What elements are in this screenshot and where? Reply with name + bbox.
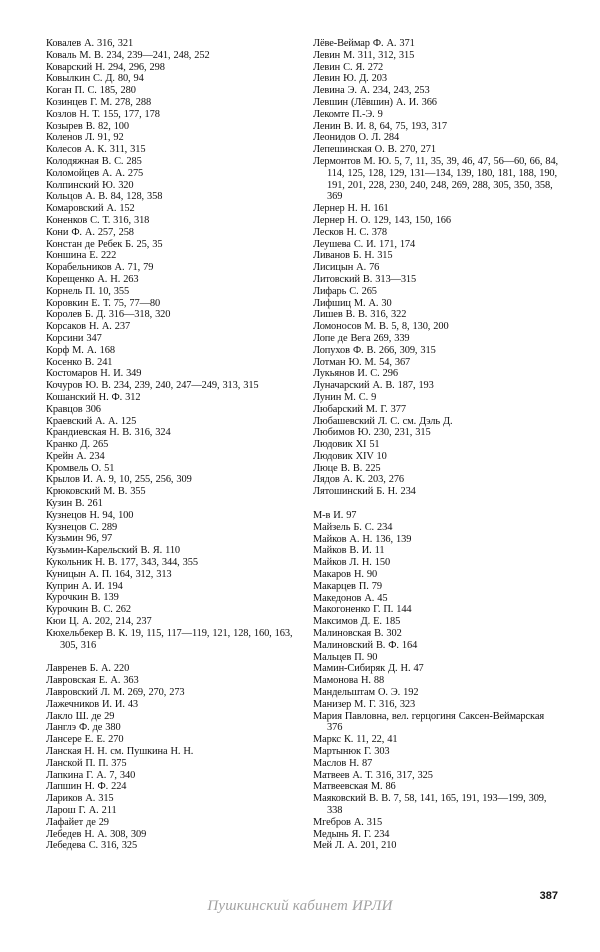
index-entry: Ливанов Б. Н. 315 [313, 250, 393, 262]
index-entry: Лапшин Н. Ф. 224 [46, 781, 127, 793]
index-entry: Лебедева С. 316, 325 [46, 840, 138, 852]
index-entry: Коровкин Е. Т. 75, 77—80 [46, 297, 161, 309]
index-entry: Корсини 347 [46, 332, 102, 344]
index-entry: Куницын А. П. 164, 312, 313 [46, 568, 172, 580]
index-entry: Левин М. 311, 312, 315 [313, 49, 415, 61]
index-entry: Ленин В. И. 8, 64, 75, 193, 317 [313, 120, 448, 132]
index-entry: Лядов А. К. 203, 276 [313, 474, 405, 486]
index-entry: Лариков А. 315 [46, 793, 114, 805]
index-entry: Ланская Н. Н. см. Пушкина Н. Н. [46, 746, 194, 758]
index-entry: Литовский В. 313—315 [313, 273, 417, 285]
index-entry: Макарцев П. 79 [313, 580, 382, 592]
index-entry: Лекомте П.-Э. 9 [313, 108, 383, 120]
index-entry: Лунин М. С. 9 [313, 391, 377, 403]
index-entry: Мария Павловна, вел. герцогиня Саксен-Веймарская 376 [313, 710, 545, 734]
index-entry: Людовик XIV 10 [313, 450, 387, 462]
index-entry: Кузьмин 96, 97 [46, 533, 113, 545]
index-entry: Макогоненко Г. П. 144 [313, 604, 412, 616]
index-entry: Мандельштам О. Э. 192 [313, 687, 419, 699]
index-entry: Левин Ю. Д. 203 [313, 73, 387, 85]
index-entry: Маркс К. 11, 22, 41 [313, 734, 398, 746]
index-entry: Ломоносов М. В. 5, 8, 130, 200 [313, 321, 449, 333]
index-entry: Лотман Ю. М. 54, 367 [313, 356, 411, 368]
index-entry: Кошанский Н. Ф. 312 [46, 391, 141, 403]
index-entry: Лакло Ш. де 29 [46, 710, 115, 722]
index-entry: Кузнецов С. 289 [46, 521, 118, 533]
index-entry: Мей Л. А. 201, 210 [313, 840, 397, 852]
index-entry: Кузин В. 261 [46, 498, 103, 510]
index-entry: Кравцов 306 [46, 403, 101, 415]
index-entry: Макаров Н. 90 [313, 569, 378, 581]
section-gap [313, 498, 561, 510]
index-entry: Лермонтов М. Ю. 5, 7, 11, 35, 39, 46, 47, 56—60, 66, 84, 114, 125, 128, 129, 131—134, 139, 180, 181, 188, 190, 191, 201, 228, 230, 240, 248, 269, 288, 305, 350, 358, 369 [313, 155, 559, 203]
index-entry: Майков А. Н. 136, 139 [313, 533, 412, 545]
index-entry: Ковылкин С. Д. 80, 94 [46, 73, 144, 85]
index-entry: Лернер Н. Н. 161 [313, 203, 389, 215]
index-entry: Мальцев П. 90 [313, 651, 378, 663]
index-entry: Крюковский М. В. 355 [46, 486, 146, 498]
index-entry: Курочкин В. С. 262 [46, 604, 131, 616]
index-entry: Коломойцев А. А. 275 [46, 167, 144, 179]
index-entry: Леушева С. И. 171, 174 [313, 238, 416, 250]
index-entry: Ланглэ Ф. де 380 [46, 722, 121, 734]
index-column-left [46, 38, 294, 852]
index-entry: Кони Ф. А. 257, 258 [46, 226, 134, 238]
index-entry: Максимов Д. Е. 185 [313, 616, 401, 628]
index-entry: Лопе де Вега 269, 339 [313, 332, 410, 344]
index-entry: Лапкина Г. А. 7, 340 [46, 769, 136, 781]
index-entry: Ковалев А. 316, 321 [46, 38, 134, 49]
index-entry: Лафайет де 29 [46, 816, 109, 828]
index-entry: Крейн А. 234 [46, 450, 105, 462]
index-entry: Мамонова Н. 88 [313, 675, 385, 687]
index-entry: Маяковский В. В. 7, 58, 141, 165, 191, 193—199, 309, 338 [313, 793, 547, 816]
index-entry: Коленов Л. 91, 92 [46, 132, 124, 144]
index-entry: Македонов А. 45 [313, 592, 388, 604]
index-entry: Королев Б. Д. 316—318, 320 [46, 309, 171, 321]
index-entry: Корабельников А. 71, 79 [46, 262, 154, 274]
index-entry: Лопухов Ф. В. 266, 309, 315 [313, 344, 436, 356]
index-entry: Коварский Н. 294, 296, 298 [46, 61, 165, 73]
index-entry: Лятошинский Б. Н. 234 [313, 486, 416, 498]
index-entry: М-в И. 97 [313, 510, 357, 522]
index-entry: Ларош Г. А. 211 [46, 805, 117, 816]
index-entry: Малиновская В. 302 [313, 628, 402, 640]
index-entry: Козинцев Г. М. 278, 288 [46, 96, 152, 108]
index-entry: Колпинский Ю. 320 [46, 179, 134, 191]
watermark-credit: Пушкинский кабинет ИРЛИ [207, 898, 393, 914]
index-entry: Кюи Ц. А. 202, 214, 237 [46, 616, 152, 628]
index-entry: Коган П. С. 185, 280 [46, 85, 136, 97]
index-entry: Кранко Д. 265 [46, 439, 109, 451]
page-number: 387 [539, 890, 558, 902]
index-entry: Кромвель О. 51 [46, 462, 115, 474]
index-entry: Комаровский А. 152 [46, 203, 135, 215]
index-entry: Кюхельбекер В. К. 19, 115, 117—119, 121, 128, 160, 163, 305, 316 [46, 627, 293, 651]
index-entry: Лифарь С. 265 [313, 285, 377, 297]
index-entry: Костомаров Н. И. 349 [46, 368, 142, 380]
index-entry: Левина Э. А. 234, 243, 253 [313, 85, 430, 97]
index-entry: Корф М. А. 168 [46, 344, 115, 356]
index-entry: Козлов Н. Т. 155, 177, 178 [46, 108, 160, 120]
index-entry: Лавренев Б. А. 220 [46, 663, 130, 675]
index-entry: Корещенко А. Н. 263 [46, 273, 139, 285]
index-entry: Лёве-Веймар Ф. А. 371 [313, 38, 415, 49]
index-entry: Левин С. Я. 272 [313, 61, 384, 73]
index-entry: Лавровский Л. М. 269, 270, 273 [46, 687, 185, 699]
index-entry: Левшин (Лёвшин) А. И. 366 [313, 96, 437, 108]
index-entry: Маслов Н. 87 [313, 757, 373, 769]
index-entry: Лепешинская О. В. 270, 271 [313, 144, 436, 156]
index-entry: Лансере Е. Е. 270 [46, 734, 124, 746]
index-entry: Леонидов О. Л. 284 [313, 132, 400, 144]
index-entry: Луначарский А. В. 187, 193 [313, 380, 434, 392]
index-entry: Лажечников И. И. 43 [46, 698, 139, 710]
index-entry: Козырев В. 82, 100 [46, 120, 130, 132]
index-entry: Крандиевская Н. В. 316, 324 [46, 427, 171, 439]
index-entry: Косенко В. 241 [46, 356, 113, 368]
index-entry: Любарский М. Г. 377 [313, 403, 406, 415]
index-entry: Коненков С. Т. 316, 318 [46, 214, 150, 226]
index-column-right [313, 38, 561, 852]
index-entry: Мамин-Сибиряк Д. Н. 47 [313, 663, 424, 675]
index-entry: Любимов Ю. 230, 231, 315 [313, 427, 431, 439]
index-entry: Кочуров Ю. В. 234, 239, 240, 247—249, 313, 315 [46, 380, 259, 392]
index-entry: Лебедев Н. А. 308, 309 [46, 828, 147, 840]
index-entry: Коваль М. В. 234, 239—241, 248, 252 [46, 49, 210, 61]
index-entry: Лесков Н. С. 378 [313, 226, 387, 238]
index-entry: Лифшиц М. А. 30 [313, 297, 392, 309]
index-entry: Майков В. И. 11 [313, 545, 385, 557]
section-gap [46, 651, 294, 663]
index-entry: Медынь Я. Г. 234 [313, 828, 390, 840]
index-entry: Ланской П. П. 375 [46, 757, 127, 769]
index-entry: Малиновский В. Ф. 164 [313, 639, 418, 651]
index-entry: Колодяжная В. С. 285 [46, 155, 142, 167]
index-entry: Лишев В. В. 316, 322 [313, 309, 407, 321]
index-entry: Курочкин В. 139 [46, 592, 119, 604]
index-entry: Лукьянов И. С. 296 [313, 368, 398, 380]
index-entry: Колесов А. К. 311, 315 [46, 144, 146, 156]
index-entry: Майков Л. Н. 150 [313, 557, 391, 569]
index-entry: Корсаков Н. А. 237 [46, 321, 131, 333]
index-entry: Мартынюк Г. 303 [313, 746, 390, 758]
index-entry: Манизер М. Г. 316, 323 [313, 698, 416, 710]
index-entry: Майзель Б. С. 234 [313, 521, 393, 533]
index-entry: Матвеевская М. 86 [313, 781, 396, 793]
index-entry: Кольцов А. В. 84, 128, 358 [46, 191, 163, 203]
index-entry: Любашевский Л. С. см. Дэль Д. [313, 415, 453, 427]
index-entry: Кузьмин-Карельский В. Я. 110 [46, 545, 181, 557]
index-entry: Люце В. В. 225 [313, 462, 381, 474]
index-entry: Кукольник Н. В. 177, 343, 344, 355 [46, 557, 198, 569]
index-entry: Людовик XI 51 [313, 439, 380, 451]
index-entry: Лернер Н. О. 129, 143, 150, 166 [313, 214, 451, 226]
index-entry: Коншина Е. 222 [46, 250, 117, 262]
index-entry: Кузнецов Н. 94, 100 [46, 509, 134, 521]
index-entry: Матвеев А. Т. 316, 317, 325 [313, 769, 433, 781]
index-entry: Лисицын А. 76 [313, 262, 380, 274]
index-entry: Крылов И. А. 9, 10, 255, 256, 309 [46, 474, 192, 486]
index-entry: Лавровская Е. А. 363 [46, 675, 139, 687]
index-entry: Краевский А. А. 125 [46, 415, 137, 427]
index-entry: Куприн А. И. 194 [46, 580, 123, 592]
index-entry: Констан де Ребек Б. 25, 35 [46, 238, 163, 250]
index-entry: Корнель П. 10, 355 [46, 285, 130, 297]
index-entry: Мгебров А. 315 [313, 816, 383, 828]
